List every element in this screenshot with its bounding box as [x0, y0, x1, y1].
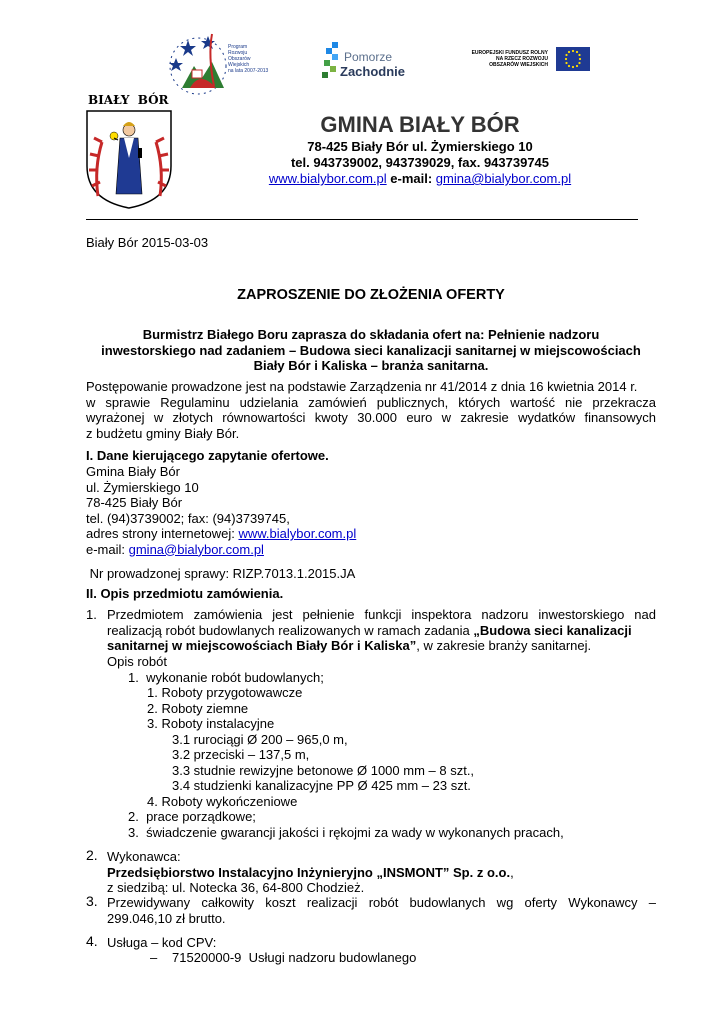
document-title: ZAPROSZENIE DO ZŁOŻENIA OFERTY [237, 287, 505, 303]
item2-text [107, 849, 514, 896]
pomorze-line2: Zachodnie [340, 64, 406, 79]
item1-line-1: Przedmiotem zamówienia jest pełnienie funkcji inspektora nadzoru inwestorskiego nad [107, 607, 656, 622]
header-email-label: e-mail: [390, 171, 433, 186]
item3-number: 3. [86, 893, 98, 909]
gmina-phones: tel. 943739002, 943739029, fax. 943739745 [290, 155, 550, 170]
basis-line-3: wyrażonej w złotych równowartości kwoty 30.000 euro w zakresie wydatków finansowych [86, 410, 656, 425]
coat-caption: BIAŁY BÓR [88, 93, 169, 107]
item1-opis: Opis robót [107, 653, 167, 669]
sub-2: 2. prace porządkowe; [128, 809, 256, 824]
coat-of-arms-icon [84, 108, 174, 210]
prow-text-3: Obszarów [228, 56, 251, 62]
item1-line-3b: , w zakresie branży sanitarnej. [416, 638, 592, 653]
prow-text-2: Rozwoju [228, 50, 248, 56]
prow-text-5: na lata 2007-2013 [228, 68, 269, 74]
eu-flag-icon [556, 47, 590, 71]
item1-line-3a: sanitarnej w miejscowościach Biały Bór i Kaliska” [107, 638, 417, 653]
item2-number: 2. [86, 847, 98, 863]
gmina-address: 78-425 Biały Bór ul. Żymierskiego 10 [307, 139, 533, 154]
item1-line-2a: realizacją robót budowlanych realizowanych w ramach zadania [107, 622, 474, 638]
s1-email-label: e-mail: [86, 541, 129, 557]
sub-1-2: 2. Roboty ziemne [147, 701, 249, 716]
s1-line-1: Gmina Biały Bór [86, 464, 180, 479]
intro-line-3: Biały Bór i Kaliska – branża sanitarna. [253, 358, 489, 373]
item4-number: 4. [86, 933, 98, 949]
gmina-title: GMINA BIAŁY BÓR [320, 112, 520, 137]
item1-text [107, 607, 656, 669]
item3-text [107, 895, 656, 926]
s1-email-link[interactable]: gmina@bialybor.com.pl [128, 541, 264, 557]
sub-3-3: 3.3 studnie rewizyjne betonowe Ø 1000 mm – 8 szt., [172, 763, 475, 778]
item2-line-1: Wykonawca: [107, 849, 181, 864]
prow-text-1: Program [228, 44, 248, 50]
sub-3: 3. świadczenie gwarancji jakości i rękojmi za wady w wykonanych pracach, [128, 825, 564, 840]
item2-line-2: Przedsiębiorstwo Instalacyjno Inżynieryjno „INSMONT” Sp. z o.o. [107, 864, 511, 880]
intro-line-1: Burmistrz Białego Boru zaprasza do składania ofert na: Pełnienie nadzoru [142, 327, 600, 342]
sub-3-2: 3.2 przeciski – 137,5 m, [172, 747, 310, 762]
case-number: Nr prowadzonej sprawy: RIZP.7013.1.2015.JA [86, 566, 356, 581]
s1-line-4: tel. (94)3739002; fax: (94)3739745, [86, 510, 290, 526]
efrrow-text-3: OBSZARÓW WIEJSKICH [489, 62, 548, 68]
basis-line-4: z budżetu gminy Biały Bór. [86, 425, 240, 441]
item4-line-2: 71520000-9 Usługi nadzoru budowlanego [172, 950, 417, 965]
basis-block [86, 379, 656, 441]
s1-www-link[interactable]: www.bialybor.com.pl [238, 526, 357, 541]
s1-line-3: 78-425 Biały Bór [86, 495, 183, 510]
item3-line-2: 299.046,10 zł brutto. [107, 910, 226, 926]
sub-3-1: 3.1 rurociągi Ø 200 – 965,0 m, [172, 732, 348, 747]
basis-line-2: w sprawie Regulaminu udzielania zamówień publicznych, których wartość nie przekracza [86, 394, 656, 410]
sub-1: 1. wykonanie robót budowlanych; [128, 670, 324, 685]
section1-heading: I. Dane kierującego zapytanie ofertowe. [86, 448, 329, 463]
pomorze-logo [318, 40, 408, 86]
sub-3-4: 3.4 studzienki kanalizacyjne PP Ø 425 mm – 23 szt. [172, 778, 471, 793]
section2-heading: II. Opis przedmiotu zamówienia. [86, 586, 284, 601]
s1-line-2: ul. Żymierskiego 10 [86, 479, 199, 495]
basis-line-1: Postępowanie prowadzone jest na podstawie Zarządzenia nr 41/2014 z dnia 16 kwietnia 2014 r. [86, 379, 638, 394]
item1-line-2b: „Budowa sieci kanalizacji [473, 622, 632, 638]
pomorze-line1: Pomorze [344, 50, 393, 64]
header-website-link[interactable]: www.bialybor.com.pl [268, 171, 387, 186]
item4-dash: – [150, 950, 158, 965]
item1-number: 1. [86, 607, 97, 622]
efrrow-text-1: EUROPEJSKI FUNDUSZ ROLNY [471, 50, 548, 56]
s1-www-label: adres strony internetowej: [86, 526, 239, 541]
efrrow-text-2: NA RZECZ ROZWOJU [495, 56, 548, 62]
item3-line-1: Przewidywany całkowity koszt realizacji robót budowlanych wg oferty Wykonawcy – [107, 895, 656, 910]
section1-lines [86, 464, 356, 557]
sub-1-1: 1. Roboty przygotowawcze [147, 685, 303, 700]
intro-block [86, 327, 656, 374]
item2-line-2-tail: , [510, 864, 514, 880]
header-divider [86, 219, 638, 220]
header-email-link[interactable]: gmina@bialybor.com.pl [435, 171, 572, 186]
efrrow-logo [470, 47, 590, 75]
prow-logo [168, 26, 278, 96]
sub-1-3: 3. Roboty instalacyjne [147, 716, 275, 731]
prow-text-4: Wiejskich [228, 62, 250, 68]
item2-line-3: z siedzibą: ul. Notecka 36, 64-800 Chodzież. [107, 880, 365, 895]
sub-1-4: 4. Roboty wykończeniowe [147, 794, 298, 809]
intro-line-2: inwestorskiego nad zadaniem – Budowa sieci kanalizacji sanitarnej w miejscowościach [101, 342, 641, 358]
date-line: Biały Bór 2015-03-03 [86, 235, 209, 250]
item4-line-1: Usługa – kod CPV: [107, 935, 217, 950]
